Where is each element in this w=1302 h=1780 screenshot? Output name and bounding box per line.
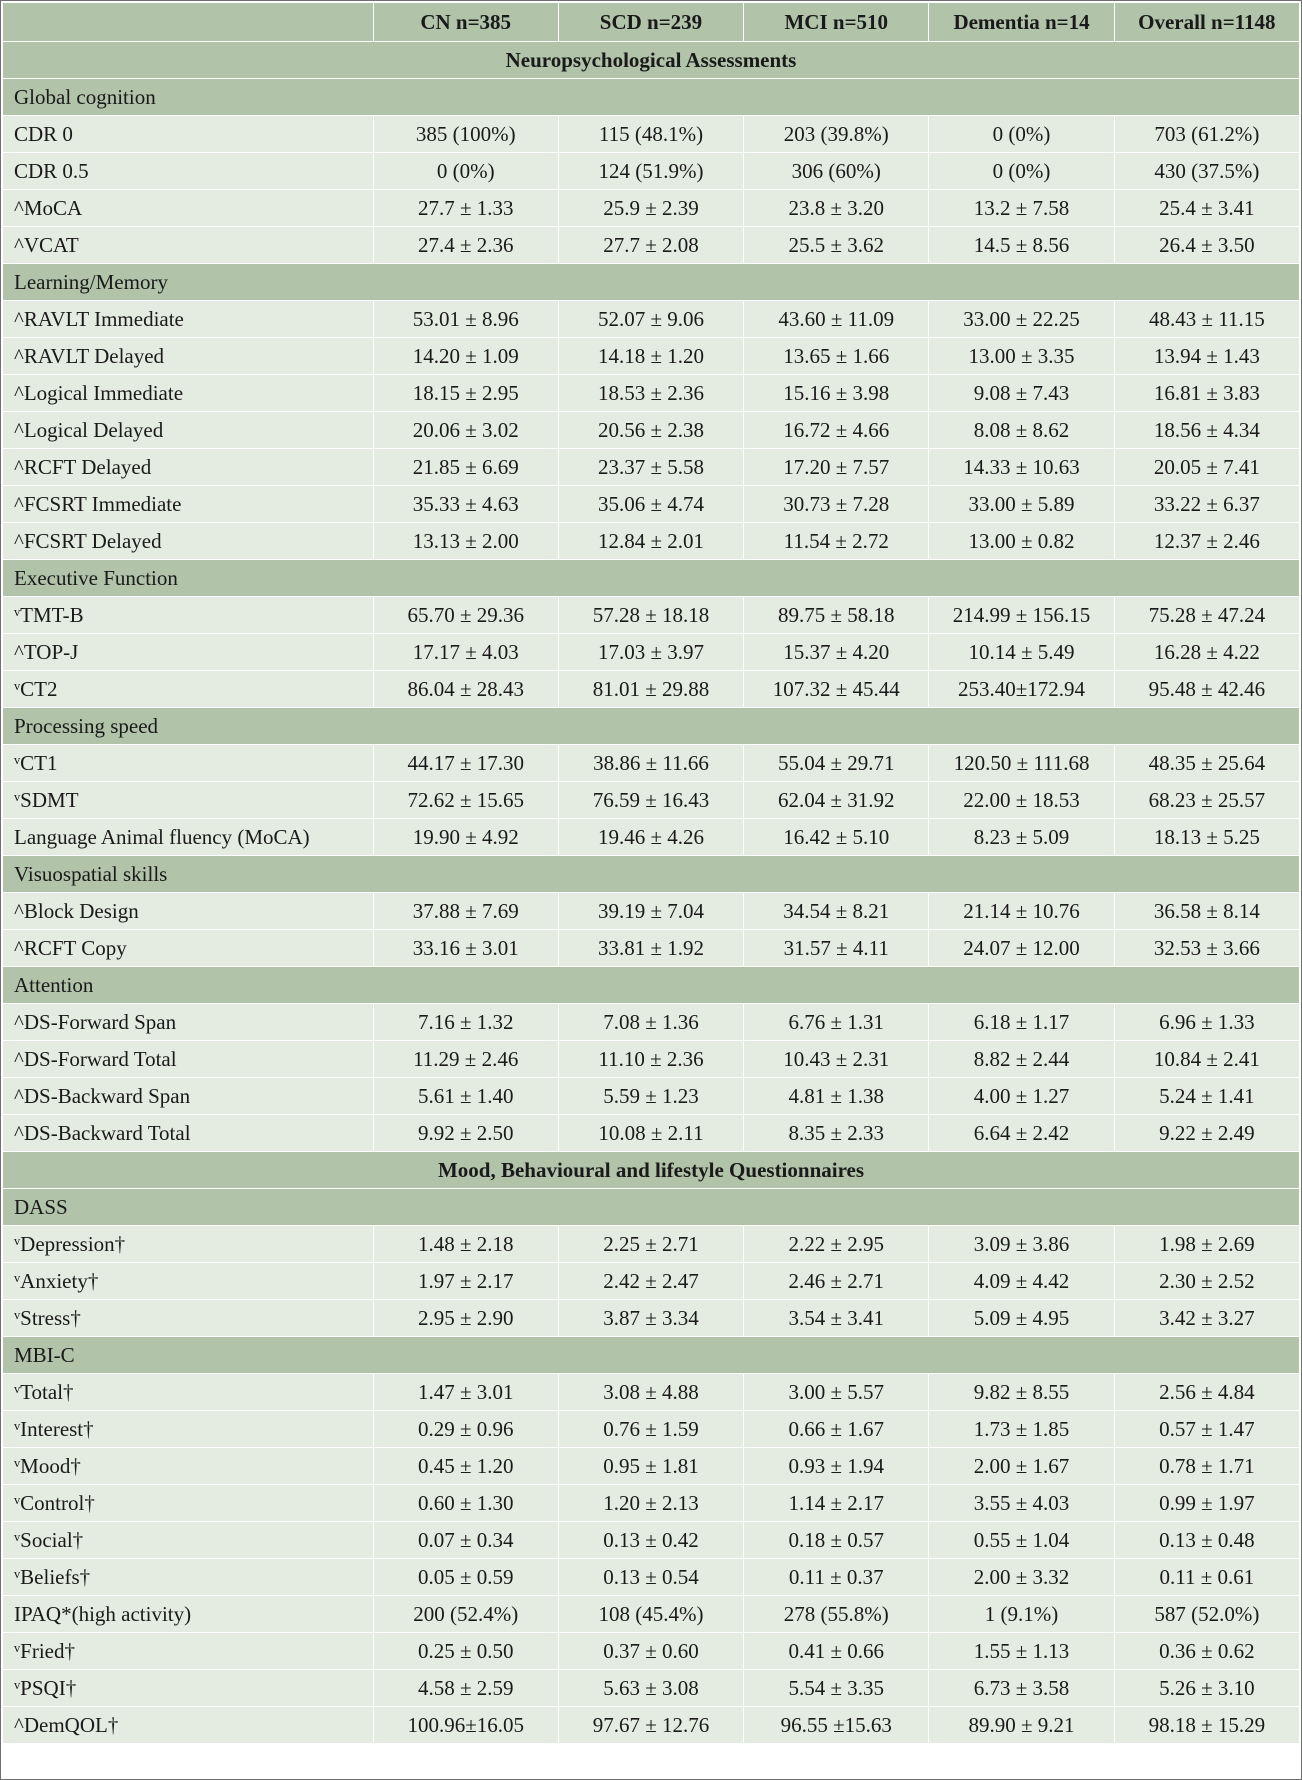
table-cell: 2.22 ± 2.95 [744, 1226, 929, 1263]
column-header-mci: MCI n=510 [744, 3, 929, 42]
table-cell: 0.95 ± 1.81 [558, 1448, 743, 1485]
table-cell: 15.37 ± 4.20 [744, 634, 929, 671]
table-cell: 20.56 ± 2.38 [558, 412, 743, 449]
table-row [3, 1263, 1300, 1300]
table-cell: 18.53 ± 2.36 [558, 375, 743, 412]
table-cell: 3.87 ± 3.34 [558, 1300, 743, 1337]
table-row [3, 1522, 1300, 1559]
table-cell: 21.85 ± 6.69 [373, 449, 558, 486]
table-row [3, 227, 1300, 264]
table-cell: 2.25 ± 2.71 [558, 1226, 743, 1263]
table-cell: 3.08 ± 4.88 [558, 1374, 743, 1411]
section-header-row [3, 1152, 1300, 1189]
table-cell: 1.20 ± 2.13 [558, 1485, 743, 1522]
table-cell: 10.84 ± 2.41 [1114, 1041, 1299, 1078]
table-row [3, 671, 1300, 708]
table-cell: 10.43 ± 2.31 [744, 1041, 929, 1078]
table-cell: 0.05 ± 0.59 [373, 1559, 558, 1596]
table-row [3, 1078, 1300, 1115]
table-cell: 14.33 ± 10.63 [929, 449, 1114, 486]
table-cell: 65.70 ± 29.36 [373, 597, 558, 634]
row-label: IPAQ*(high activity) [3, 1596, 374, 1633]
section-header-row [3, 42, 1300, 79]
table-cell: 76.59 ± 16.43 [558, 782, 743, 819]
column-header-label [3, 3, 374, 42]
row-label: ^DS-Forward Span [3, 1004, 374, 1041]
row-label: ^DS-Backward Span [3, 1078, 374, 1115]
table-cell: 25.9 ± 2.39 [558, 190, 743, 227]
table-cell: 33.16 ± 3.01 [373, 930, 558, 967]
row-label: ᵛMood† [3, 1448, 374, 1485]
table-cell: 124 (51.9%) [558, 153, 743, 190]
table-cell: 23.8 ± 3.20 [744, 190, 929, 227]
table-row [3, 412, 1300, 449]
table-cell: 13.2 ± 7.58 [929, 190, 1114, 227]
table-cell: 43.60 ± 11.09 [744, 301, 929, 338]
row-label: ^DS-Backward Total [3, 1115, 374, 1152]
table-cell: 0.57 ± 1.47 [1114, 1411, 1299, 1448]
table-cell: 0.55 ± 1.04 [929, 1522, 1114, 1559]
table-cell: 108 (45.4%) [558, 1596, 743, 1633]
column-header-overall: Overall n=1148 [1114, 3, 1299, 42]
table-row [3, 375, 1300, 412]
table-cell: 1.14 ± 2.17 [744, 1485, 929, 1522]
table-cell: 97.67 ± 12.76 [558, 1707, 743, 1744]
row-label: ^MoCA [3, 190, 374, 227]
table-cell: 72.62 ± 15.65 [373, 782, 558, 819]
table-cell: 3.09 ± 3.86 [929, 1226, 1114, 1263]
table-cell: 11.29 ± 2.46 [373, 1041, 558, 1078]
table-cell: 0.36 ± 0.62 [1114, 1633, 1299, 1670]
table-cell: 2.00 ± 1.67 [929, 1448, 1114, 1485]
table-cell: 39.19 ± 7.04 [558, 893, 743, 930]
group-header-row [3, 856, 1300, 893]
table-cell: 0.78 ± 1.71 [1114, 1448, 1299, 1485]
table-cell: 0.25 ± 0.50 [373, 1633, 558, 1670]
table-row [3, 893, 1300, 930]
table-cell: 100.96±16.05 [373, 1707, 558, 1744]
table-cell: 20.06 ± 3.02 [373, 412, 558, 449]
table-cell: 18.56 ± 4.34 [1114, 412, 1299, 449]
group-title: DASS [3, 1189, 1300, 1226]
group-header-row [3, 1337, 1300, 1374]
row-label: ^VCAT [3, 227, 374, 264]
table-cell: 27.7 ± 1.33 [373, 190, 558, 227]
table-cell: 214.99 ± 156.15 [929, 597, 1114, 634]
table-cell: 13.00 ± 3.35 [929, 338, 1114, 375]
table-row [3, 1041, 1300, 1078]
table-cell: 0.11 ± 0.61 [1114, 1559, 1299, 1596]
table-cell: 0.45 ± 1.20 [373, 1448, 558, 1485]
table-cell: 6.73 ± 3.58 [929, 1670, 1114, 1707]
table-cell: 86.04 ± 28.43 [373, 671, 558, 708]
table-row [3, 1670, 1300, 1707]
table-row [3, 745, 1300, 782]
group-header-row [3, 1189, 1300, 1226]
table-cell: 6.76 ± 1.31 [744, 1004, 929, 1041]
table-row [3, 449, 1300, 486]
row-label: ^RCFT Copy [3, 930, 374, 967]
table-cell: 0.60 ± 1.30 [373, 1485, 558, 1522]
row-label: ^RAVLT Delayed [3, 338, 374, 375]
table-cell: 1.98 ± 2.69 [1114, 1226, 1299, 1263]
table-cell: 7.16 ± 1.32 [373, 1004, 558, 1041]
row-label: Language Animal fluency (MoCA) [3, 819, 374, 856]
table-row [3, 116, 1300, 153]
table-cell: 16.72 ± 4.66 [744, 412, 929, 449]
group-title: Learning/Memory [3, 264, 1300, 301]
row-label: ᵛBeliefs† [3, 1559, 374, 1596]
row-label: ^Logical Immediate [3, 375, 374, 412]
table-cell: 0.18 ± 0.57 [744, 1522, 929, 1559]
table-cell: 14.20 ± 1.09 [373, 338, 558, 375]
row-label: ᵛControl† [3, 1485, 374, 1522]
row-label: ᵛPSQI† [3, 1670, 374, 1707]
table-cell: 3.00 ± 5.57 [744, 1374, 929, 1411]
table-cell: 30.73 ± 7.28 [744, 486, 929, 523]
table-cell: 385 (100%) [373, 116, 558, 153]
table-cell: 12.84 ± 2.01 [558, 523, 743, 560]
column-header-dementia: Dementia n=14 [929, 3, 1114, 42]
table-cell: 14.18 ± 1.20 [558, 338, 743, 375]
table-cell: 68.23 ± 25.57 [1114, 782, 1299, 819]
table-cell: 0.13 ± 0.42 [558, 1522, 743, 1559]
table-cell: 4.58 ± 2.59 [373, 1670, 558, 1707]
table-cell: 17.20 ± 7.57 [744, 449, 929, 486]
table-cell: 4.09 ± 4.42 [929, 1263, 1114, 1300]
table-cell: 5.24 ± 1.41 [1114, 1078, 1299, 1115]
section-title: Neuropsychological Assessments [3, 42, 1300, 79]
group-header-row [3, 708, 1300, 745]
table-cell: 6.96 ± 1.33 [1114, 1004, 1299, 1041]
row-label: ᵛFried† [3, 1633, 374, 1670]
table-cell: 1.47 ± 3.01 [373, 1374, 558, 1411]
table-cell: 0.13 ± 0.48 [1114, 1522, 1299, 1559]
table-row [3, 153, 1300, 190]
header-row [3, 3, 1300, 42]
neuropsych-table [2, 2, 1300, 1744]
table-cell: 0.41 ± 0.66 [744, 1633, 929, 1670]
table-cell: 430 (37.5%) [1114, 153, 1299, 190]
table-cell: 81.01 ± 29.88 [558, 671, 743, 708]
row-label: ᵛDepression† [3, 1226, 374, 1263]
table-cell: 48.35 ± 25.64 [1114, 745, 1299, 782]
table-row [3, 1226, 1300, 1263]
table-cell: 26.4 ± 3.50 [1114, 227, 1299, 264]
table-row [3, 634, 1300, 671]
table-cell: 0.76 ± 1.59 [558, 1411, 743, 1448]
table-cell: 33.00 ± 5.89 [929, 486, 1114, 523]
table-cell: 4.00 ± 1.27 [929, 1078, 1114, 1115]
table-cell: 4.81 ± 1.38 [744, 1078, 929, 1115]
table-cell: 5.59 ± 1.23 [558, 1078, 743, 1115]
table-cell: 11.54 ± 2.72 [744, 523, 929, 560]
table-row [3, 930, 1300, 967]
table-body [3, 42, 1300, 1744]
table-cell: 2.30 ± 2.52 [1114, 1263, 1299, 1300]
row-label: ᵛTMT-B [3, 597, 374, 634]
table-cell: 0.37 ± 0.60 [558, 1633, 743, 1670]
table-cell: 57.28 ± 18.18 [558, 597, 743, 634]
group-header-row [3, 560, 1300, 597]
table-cell: 24.07 ± 12.00 [929, 930, 1114, 967]
table-cell: 36.58 ± 8.14 [1114, 893, 1299, 930]
table-cell: 703 (61.2%) [1114, 116, 1299, 153]
table-cell: 33.00 ± 22.25 [929, 301, 1114, 338]
table-cell: 107.32 ± 45.44 [744, 671, 929, 708]
table-row [3, 1707, 1300, 1744]
table-cell: 9.92 ± 2.50 [373, 1115, 558, 1152]
table-row [3, 523, 1300, 560]
table-row [3, 486, 1300, 523]
row-label: ^TOP-J [3, 634, 374, 671]
row-label: ᵛSocial† [3, 1522, 374, 1559]
table-cell: 0 (0%) [373, 153, 558, 190]
table-cell: 44.17 ± 17.30 [373, 745, 558, 782]
row-label: ^FCSRT Delayed [3, 523, 374, 560]
table-cell: 3.42 ± 3.27 [1114, 1300, 1299, 1337]
table-cell: 200 (52.4%) [373, 1596, 558, 1633]
table-cell: 13.00 ± 0.82 [929, 523, 1114, 560]
section-title: Mood, Behavioural and lifestyle Questionnaires [3, 1152, 1300, 1189]
table-cell: 20.05 ± 7.41 [1114, 449, 1299, 486]
row-label: ^FCSRT Immediate [3, 486, 374, 523]
table-cell: 2.42 ± 2.47 [558, 1263, 743, 1300]
table-cell: 13.13 ± 2.00 [373, 523, 558, 560]
table-cell: 0.07 ± 0.34 [373, 1522, 558, 1559]
table-cell: 2.00 ± 3.32 [929, 1559, 1114, 1596]
table-cell: 15.16 ± 3.98 [744, 375, 929, 412]
table-cell: 9.08 ± 7.43 [929, 375, 1114, 412]
table-row [3, 1485, 1300, 1522]
group-title: Attention [3, 967, 1300, 1004]
table-cell: 27.4 ± 2.36 [373, 227, 558, 264]
table-row [3, 1115, 1300, 1152]
row-label: ᵛInterest† [3, 1411, 374, 1448]
table-cell: 35.33 ± 4.63 [373, 486, 558, 523]
table-cell: 18.13 ± 5.25 [1114, 819, 1299, 856]
row-label: CDR 0 [3, 116, 374, 153]
table-cell: 0.99 ± 1.97 [1114, 1485, 1299, 1522]
table-cell: 25.5 ± 3.62 [744, 227, 929, 264]
table-cell: 1.48 ± 2.18 [373, 1226, 558, 1263]
group-header-row [3, 967, 1300, 1004]
table-cell: 35.06 ± 4.74 [558, 486, 743, 523]
table-row [3, 597, 1300, 634]
table-cell: 5.26 ± 3.10 [1114, 1670, 1299, 1707]
table-cell: 2.56 ± 4.84 [1114, 1374, 1299, 1411]
table-cell: 8.23 ± 5.09 [929, 819, 1114, 856]
row-label: ᵛSDMT [3, 782, 374, 819]
table-cell: 8.82 ± 2.44 [929, 1041, 1114, 1078]
table-cell: 16.81 ± 3.83 [1114, 375, 1299, 412]
table-cell: 16.28 ± 4.22 [1114, 634, 1299, 671]
table-row [3, 1448, 1300, 1485]
table-cell: 25.4 ± 3.41 [1114, 190, 1299, 227]
group-title: MBI-C [3, 1337, 1300, 1374]
table-cell: 17.17 ± 4.03 [373, 634, 558, 671]
table-cell: 10.14 ± 5.49 [929, 634, 1114, 671]
table-cell: 0 (0%) [929, 153, 1114, 190]
table-cell: 0.93 ± 1.94 [744, 1448, 929, 1485]
row-label: ^DS-Forward Total [3, 1041, 374, 1078]
table-cell: 33.22 ± 6.37 [1114, 486, 1299, 523]
table-cell: 33.81 ± 1.92 [558, 930, 743, 967]
table-cell: 0.13 ± 0.54 [558, 1559, 743, 1596]
table-cell: 6.18 ± 1.17 [929, 1004, 1114, 1041]
table-row [3, 1633, 1300, 1670]
table-cell: 2.95 ± 2.90 [373, 1300, 558, 1337]
table-cell: 587 (52.0%) [1114, 1596, 1299, 1633]
table-cell: 89.75 ± 58.18 [744, 597, 929, 634]
table-cell: 8.08 ± 8.62 [929, 412, 1114, 449]
table-cell: 5.63 ± 3.08 [558, 1670, 743, 1707]
table-cell: 278 (55.8%) [744, 1596, 929, 1633]
table-cell: 34.54 ± 8.21 [744, 893, 929, 930]
table-row [3, 1004, 1300, 1041]
group-title: Processing speed [3, 708, 1300, 745]
table-cell: 3.55 ± 4.03 [929, 1485, 1114, 1522]
table-cell: 2.46 ± 2.71 [744, 1263, 929, 1300]
table-cell: 11.10 ± 2.36 [558, 1041, 743, 1078]
table-cell: 8.35 ± 2.33 [744, 1115, 929, 1152]
table-cell: 75.28 ± 47.24 [1114, 597, 1299, 634]
row-label: ^DemQOL† [3, 1707, 374, 1744]
table-cell: 9.22 ± 2.49 [1114, 1115, 1299, 1152]
table-cell: 95.48 ± 42.46 [1114, 671, 1299, 708]
table-cell: 38.86 ± 11.66 [558, 745, 743, 782]
table-cell: 22.00 ± 18.53 [929, 782, 1114, 819]
table-cell: 98.18 ± 15.29 [1114, 1707, 1299, 1744]
table-cell: 7.08 ± 1.36 [558, 1004, 743, 1041]
table-row [3, 338, 1300, 375]
row-label: ᵛStress† [3, 1300, 374, 1337]
table-cell: 14.5 ± 8.56 [929, 227, 1114, 264]
table-row [3, 782, 1300, 819]
table-cell: 306 (60%) [744, 153, 929, 190]
table-cell: 12.37 ± 2.46 [1114, 523, 1299, 560]
table-cell: 13.65 ± 1.66 [744, 338, 929, 375]
group-title: Visuospatial skills [3, 856, 1300, 893]
table-row [3, 1411, 1300, 1448]
table-cell: 31.57 ± 4.11 [744, 930, 929, 967]
row-label: CDR 0.5 [3, 153, 374, 190]
table-cell: 23.37 ± 5.58 [558, 449, 743, 486]
table-cell: 96.55 ±15.63 [744, 1707, 929, 1744]
table-cell: 253.40±172.94 [929, 671, 1114, 708]
row-label: ^RAVLT Immediate [3, 301, 374, 338]
table-cell: 1.55 ± 1.13 [929, 1633, 1114, 1670]
table-cell: 53.01 ± 8.96 [373, 301, 558, 338]
table-cell: 48.43 ± 11.15 [1114, 301, 1299, 338]
table-cell: 0 (0%) [929, 116, 1114, 153]
table-cell: 6.64 ± 2.42 [929, 1115, 1114, 1152]
table-cell: 89.90 ± 9.21 [929, 1707, 1114, 1744]
group-header-row [3, 79, 1300, 116]
table-cell: 3.54 ± 3.41 [744, 1300, 929, 1337]
table-cell: 120.50 ± 111.68 [929, 745, 1114, 782]
table-cell: 62.04 ± 31.92 [744, 782, 929, 819]
group-title: Executive Function [3, 560, 1300, 597]
table-cell: 16.42 ± 5.10 [744, 819, 929, 856]
table-cell: 5.09 ± 4.95 [929, 1300, 1114, 1337]
table-cell: 0.66 ± 1.67 [744, 1411, 929, 1448]
table-cell: 9.82 ± 8.55 [929, 1374, 1114, 1411]
group-title: Global cognition [3, 79, 1300, 116]
row-label: ^Block Design [3, 893, 374, 930]
row-label: ^RCFT Delayed [3, 449, 374, 486]
table-row [3, 1559, 1300, 1596]
table-row [3, 1374, 1300, 1411]
table-cell: 13.94 ± 1.43 [1114, 338, 1299, 375]
column-header-cn: CN n=385 [373, 3, 558, 42]
table-cell: 19.46 ± 4.26 [558, 819, 743, 856]
table-cell: 1.97 ± 2.17 [373, 1263, 558, 1300]
table-row [3, 1300, 1300, 1337]
table-row [3, 1596, 1300, 1633]
table-cell: 115 (48.1%) [558, 116, 743, 153]
table-cell: 0.11 ± 0.37 [744, 1559, 929, 1596]
table-cell: 32.53 ± 3.66 [1114, 930, 1299, 967]
table-cell: 27.7 ± 2.08 [558, 227, 743, 264]
table-cell: 203 (39.8%) [744, 116, 929, 153]
table-cell: 1 (9.1%) [929, 1596, 1114, 1633]
row-label: ᵛCT2 [3, 671, 374, 708]
table-cell: 5.61 ± 1.40 [373, 1078, 558, 1115]
table-cell: 21.14 ± 10.76 [929, 893, 1114, 930]
row-label: ᵛAnxiety† [3, 1263, 374, 1300]
row-label: ᵛTotal† [3, 1374, 374, 1411]
table-cell: 18.15 ± 2.95 [373, 375, 558, 412]
table-cell: 37.88 ± 7.69 [373, 893, 558, 930]
table-cell: 0.29 ± 0.96 [373, 1411, 558, 1448]
table-row [3, 301, 1300, 338]
row-label: ᵛCT1 [3, 745, 374, 782]
table-cell: 17.03 ± 3.97 [558, 634, 743, 671]
group-header-row [3, 264, 1300, 301]
table-row [3, 819, 1300, 856]
row-label: ^Logical Delayed [3, 412, 374, 449]
table-cell: 55.04 ± 29.71 [744, 745, 929, 782]
table-cell: 1.73 ± 1.85 [929, 1411, 1114, 1448]
table-cell: 52.07 ± 9.06 [558, 301, 743, 338]
table-cell: 10.08 ± 2.11 [558, 1115, 743, 1152]
table-row [3, 190, 1300, 227]
table-cell: 5.54 ± 3.35 [744, 1670, 929, 1707]
column-header-scd: SCD n=239 [558, 3, 743, 42]
table-cell: 19.90 ± 4.92 [373, 819, 558, 856]
